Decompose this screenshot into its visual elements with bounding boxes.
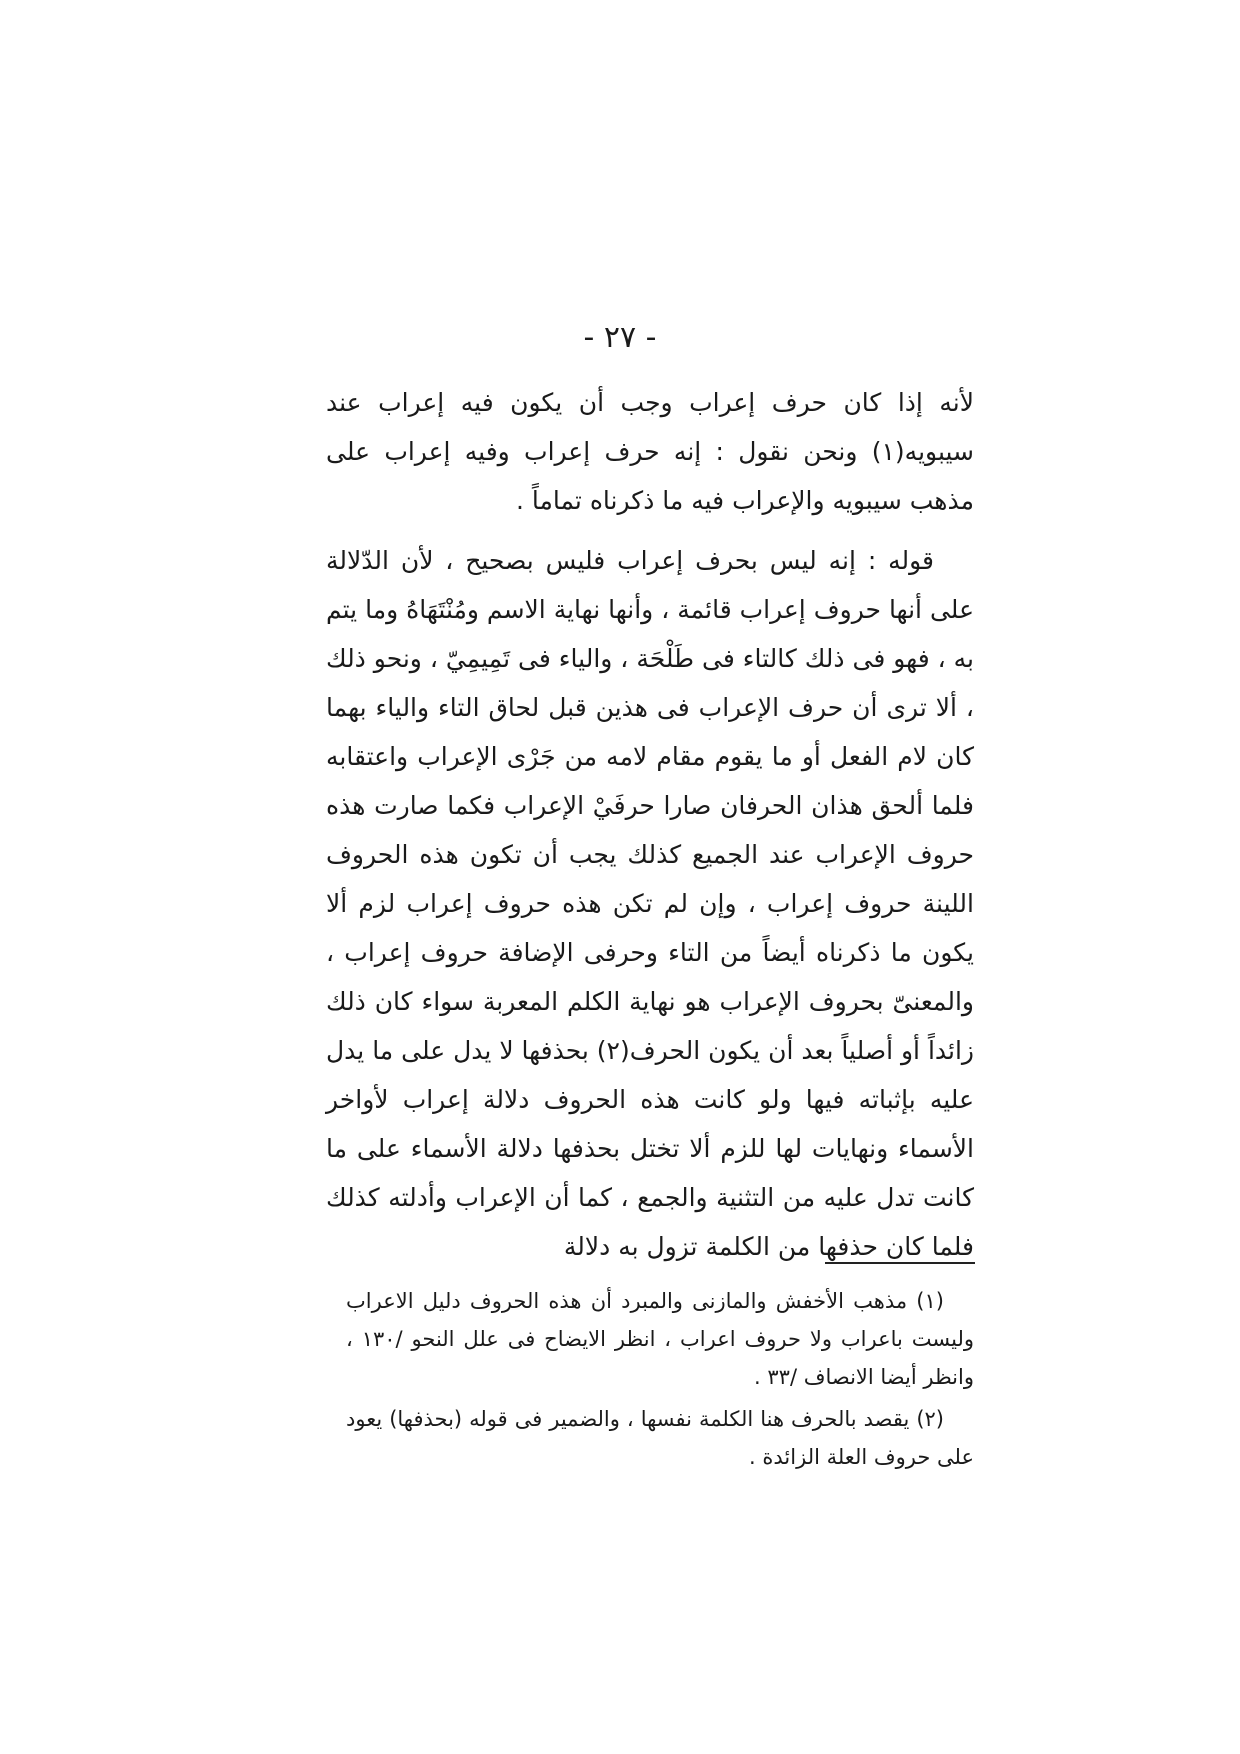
body-paragraph-2: قوله : إنه ليس بحرف إعراب فليس بصحيح ، لأن الدّلالة على أنها حروف إعراب قائمة ، وأنها نهاية الاسم ومُنْتَهَاهُ وما يتم به ، فهو فى ذلك كالتاء فى طَلْحَة ، والياء فى تَمِيمِيّ ، ونحو ذلك ، ألا ترى أن حرف الإعراب فى هذين قبل لحاق التاء والياء بهما كان لام الفعل أو ما يقوم مقام لامه من جَرْى الإعراب واعتقابه فلما ألحق هذان الحرفان صارا حرفَيْ الإعراب فكما صارت هذه حروف الإعراب عند الجميع كذلك يجب أن تكون هذه الحروف اللينة حروف إعراب ، وإن لم تكن هذه حروف إعراب لزم ألا يكون ما ذكرناه أيضاً من التاء وحرفى الإضافة حروف إعراب ، والمعنىّ بحروف الإعراب هو نهاية الكلم المعربة سواء كان ذلك زائداً أو أصلياً بعد أن يكون الحرف(٢) بحذفها لا يدل على ما يدل عليه بإثباته فيها ولو كانت هذه الحروف دلالة إعراب لأواخر الأسماء ونهايات لها للزم ألا تختل بحذفها دلالة الأسماء على ما كانت تدل عليه من التثنية والجمع ، كما أن الإعراب وأدلته كذلك فلما كان حذفها من الكلمة تزول به دلالة: [326, 546, 974, 1261]
body-paragraph-1: لأنه إذا كان حرف إعراب وجب أن يكون فيه إعراب عند سيبويه(١) ونحن نقول : إنه حرف إعراب وفيه إعراب على مذهب سيبويه والإعراب فيه ما ذكرناه تماماً .: [326, 388, 974, 515]
footnote-divider: [825, 1262, 975, 1264]
footnote-2: (٢) يقصد بالحرف هنا الكلمة نفسها ، والضمير فى قوله (بحذفها) يعود على حروف العلة الزائدة .: [346, 1407, 974, 1469]
page-number: - ٢٧ -: [583, 320, 657, 355]
footnote-1: (١) مذهب الأخفش والمازنى والمبرد أن هذه الحروف دليل الاعراب وليست باعراب ولا حروف اعراب ، انظر الايضاح فى علل النحو /١٣٠ ، وانظر أيضا الانصاف /٣٣ .: [346, 1289, 974, 1389]
